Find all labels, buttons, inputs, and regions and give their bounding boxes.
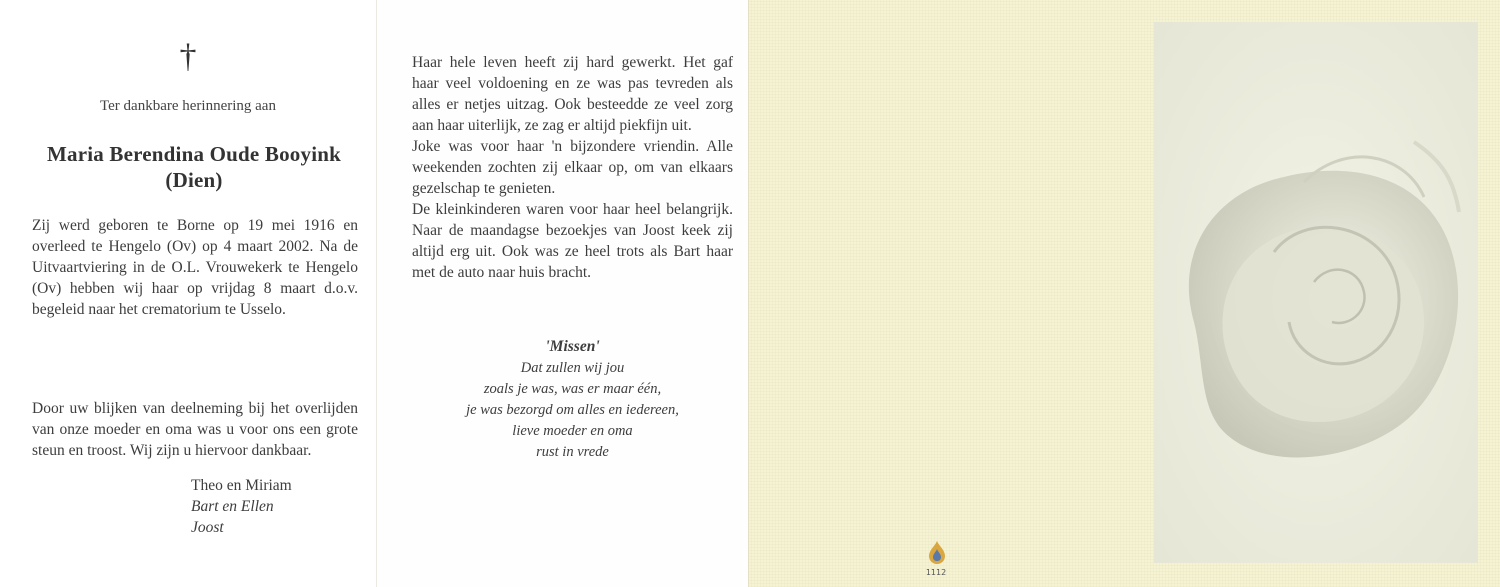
poem-title: 'Missen': [545, 338, 600, 355]
fold-line: [376, 0, 377, 587]
poem-line: zoals je was, was er maar één,: [483, 381, 662, 397]
bio-text: Zij werd geboren te Borne op 19 mei 1916 en overleed te Hengelo (Ov) op 4 maart 2002. Na de Uitvaartviering in de O.L. Vrouwekerk te Hengelo (Ov) hebben wij haar op vrijdag 8 maart d.o.v. begeleid naar het crematorium te Usselo.: [32, 217, 358, 318]
rose-image: [1154, 22, 1478, 563]
poem-line: Dat zullen wij jou: [520, 360, 625, 376]
name-line: Maria Berendina Oude Booyink: [46, 142, 341, 166]
flame-drop-icon: [926, 540, 948, 566]
signature-line: Joost: [191, 519, 224, 536]
nickname-line: (Dien): [165, 168, 223, 192]
signature-line: Bart en Ellen: [191, 498, 274, 515]
signature-line: Theo en Miriam: [191, 477, 292, 494]
deceased-name: [0, 141, 388, 193]
story-paragraph: Haar hele leven heeft zij hard gewerkt. Het gaf haar veel voldoening en ze was pas tevreden als alles er netjes uitzag. Ook besteedde ze veel zorg aan haar uiterlijk, ze zag er altijd piekfijn uit.: [412, 54, 733, 134]
fold-line: [748, 0, 749, 587]
intro-text: Ter dankbare herinnering aan: [100, 98, 276, 114]
life-story: [412, 52, 733, 283]
poem: [412, 336, 733, 463]
poem-line: rust in vrede: [536, 444, 609, 460]
cross-icon: †: [179, 38, 197, 75]
bio-paragraph: [32, 215, 358, 320]
product-code: 1112: [925, 568, 947, 577]
story-paragraph: De kleinkinderen waren voor haar heel belangrijk. Naar de maandagse bezoekjes van Joost keek zij altijd erg uit. Ook was ze heel trots als Bart haar met de auto naar huis bracht.: [412, 201, 733, 281]
signatures: [191, 475, 292, 538]
thanks-paragraph: [32, 398, 358, 461]
story-paragraph: Joke was voor haar 'n bijzondere vriendin. Alle weekenden zochten zij elkaar op, om van elkaars gezelschap te genieten.: [412, 138, 733, 197]
poem-line: je was bezorgd om alles en iedereen,: [466, 402, 679, 418]
poem-line: lieve moeder en oma: [512, 423, 633, 439]
thanks-text: Door uw blijken van deelneming bij het overlijden van onze moeder en oma was u voor ons een grote steun en troost. Wij zijn u hiervoor dankbaar.: [32, 400, 358, 459]
